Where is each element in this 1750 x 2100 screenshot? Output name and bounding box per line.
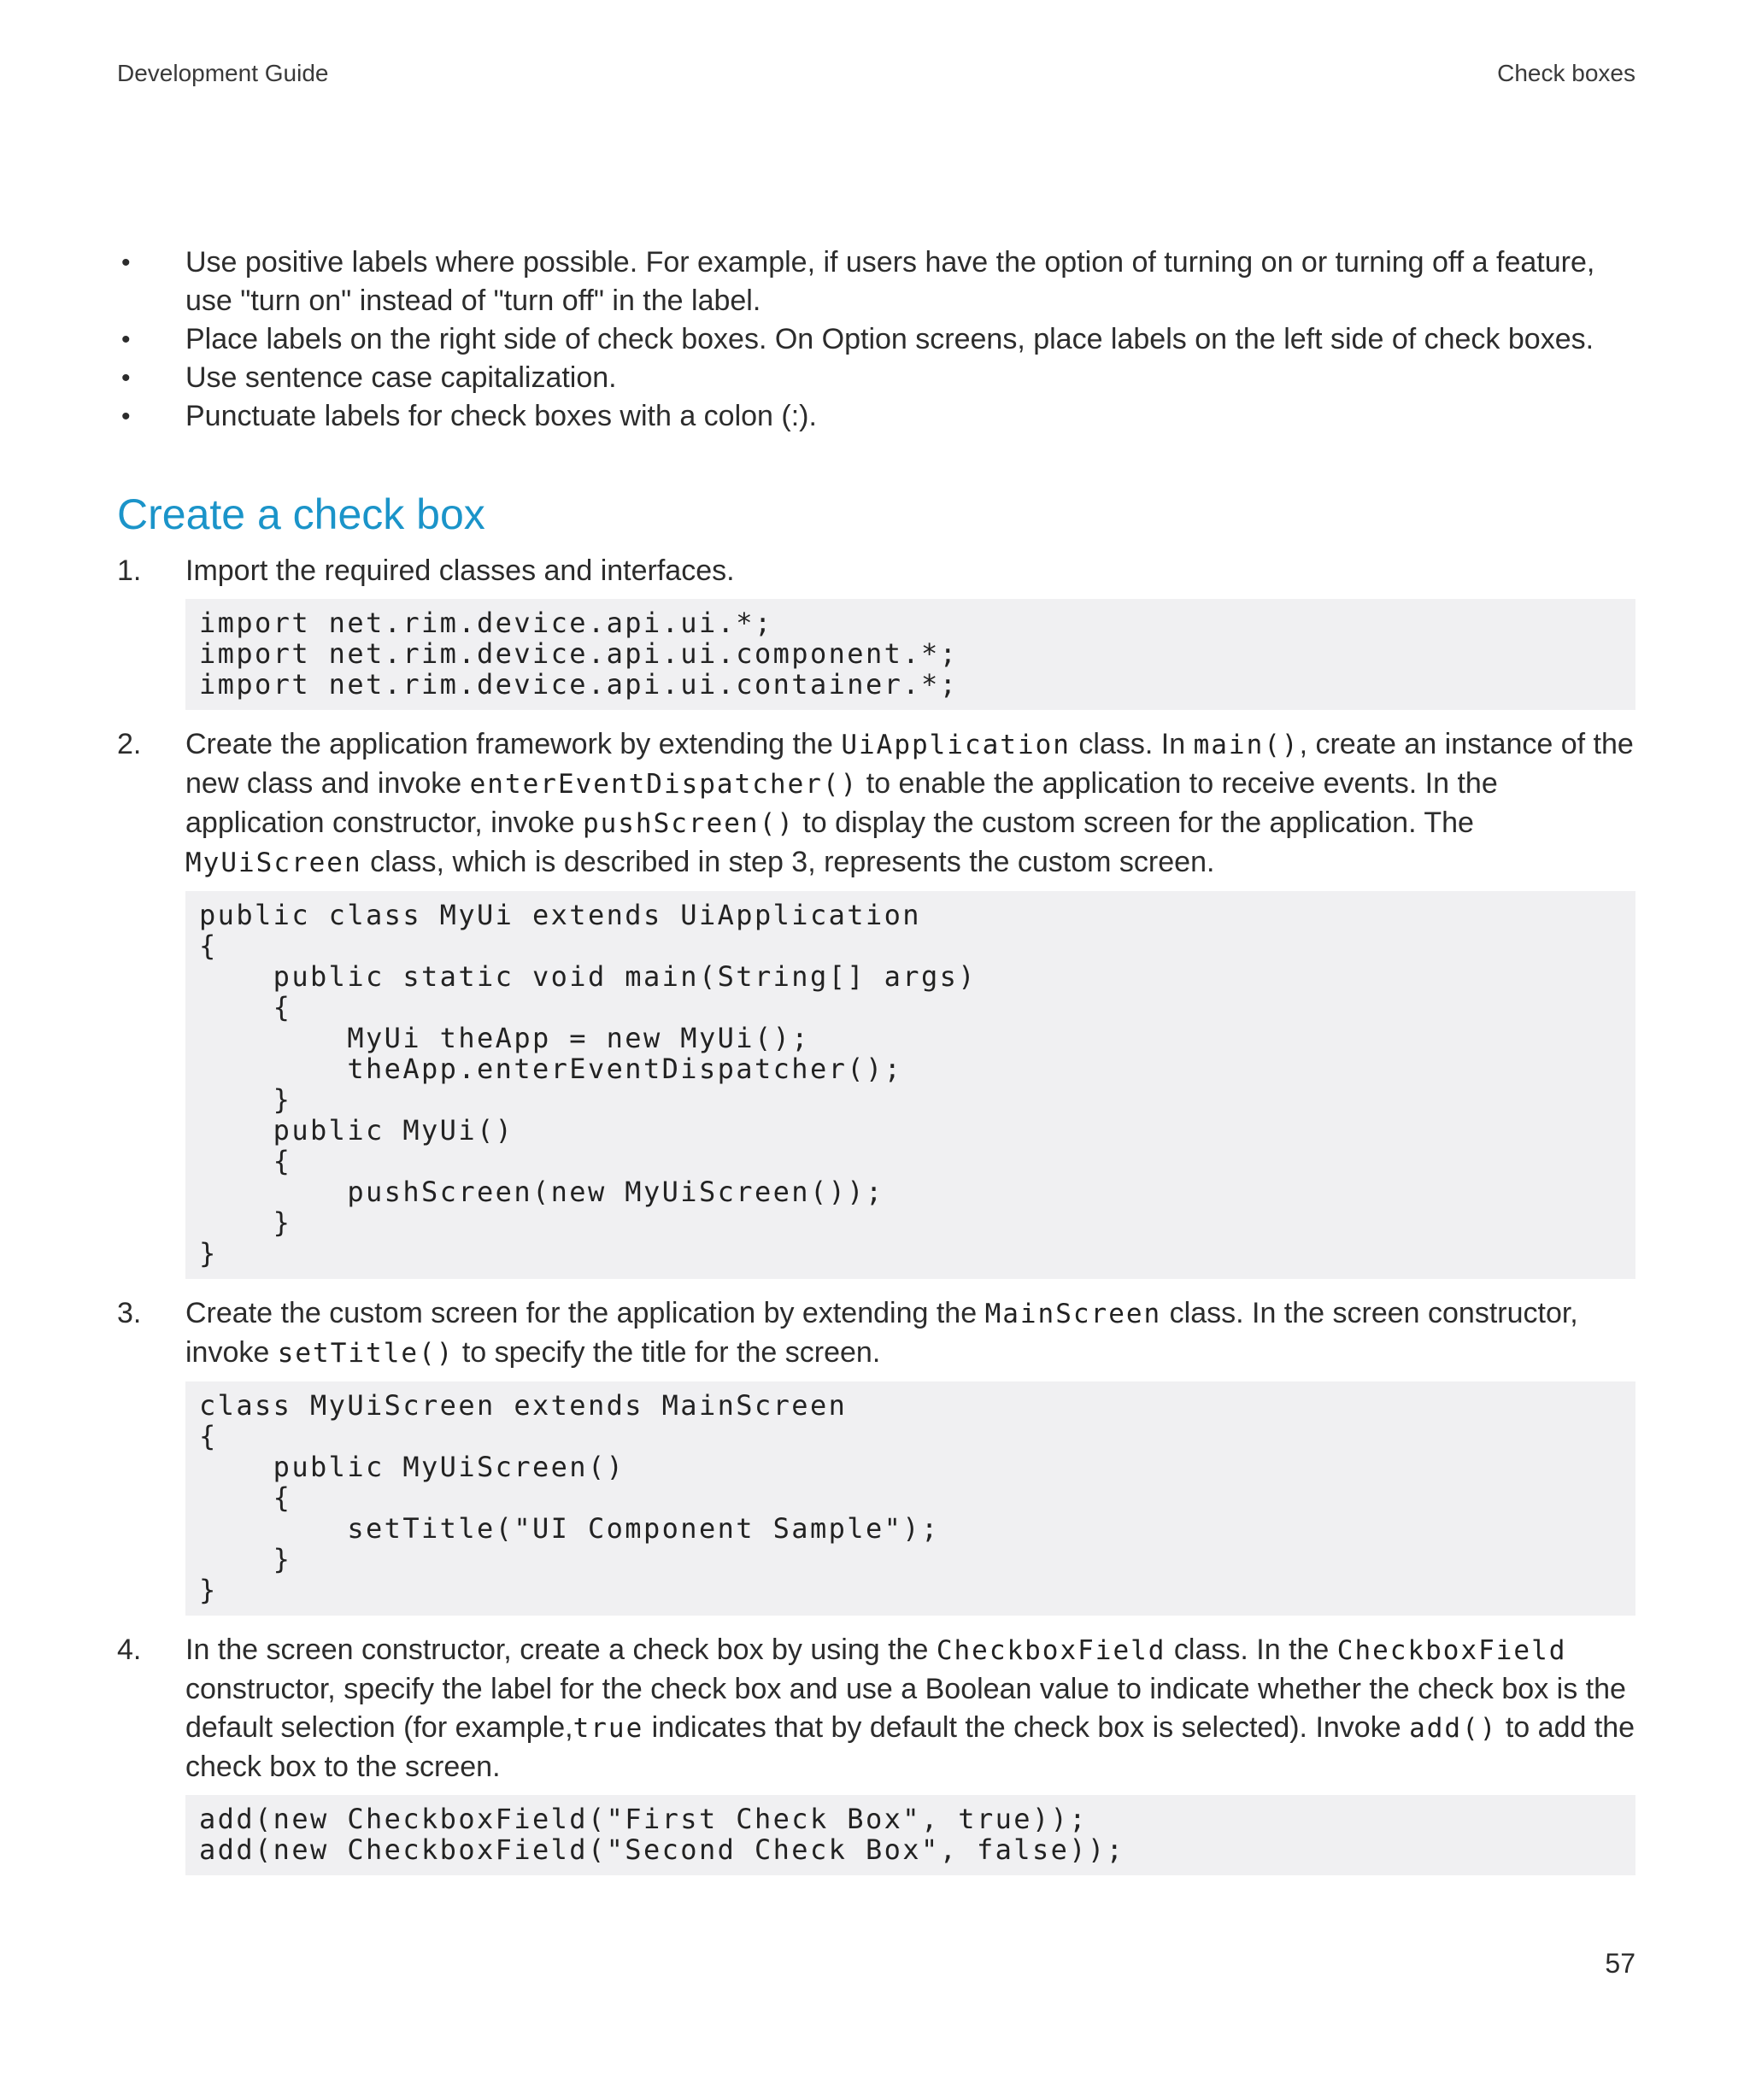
step-text — [185, 725, 1635, 883]
bullet-icon: • — [121, 364, 131, 392]
inline-code: pushScreen() — [582, 808, 795, 839]
bullet-icon: • — [121, 326, 131, 354]
step-text — [185, 552, 1635, 590]
code-block: import net.rim.device.api.ui.*; import net.rim.device.api.ui.component.*; import net.rim.device.api.ui.container.*; — [185, 599, 1635, 710]
header-doc-title: Development Guide — [117, 60, 329, 86]
step-paragraph — [117, 725, 1635, 883]
step-text — [185, 1294, 1635, 1373]
text-run: class. In — [1070, 728, 1194, 760]
step-number: 4. — [117, 1634, 142, 1666]
list-item — [117, 359, 1635, 397]
running-header — [117, 60, 1635, 87]
text-run: to enable the application to receive events. In the application constructor, invoke — [185, 767, 1498, 839]
text-run: to specify the title for the screen. — [454, 1336, 881, 1369]
inline-code: MainScreen — [984, 1299, 1162, 1329]
text-run: class. In the screen constructor, invoke — [185, 1297, 1578, 1369]
text-run: class, which is described in step 3, represents the custom screen. — [361, 846, 1215, 878]
step-number: 2. — [117, 728, 142, 760]
header-section-title: Check boxes — [1497, 60, 1635, 86]
inline-code: add() — [1409, 1713, 1498, 1744]
inline-code: setTitle() — [277, 1338, 455, 1369]
list-item-text: Use sentence case capitalization. — [185, 361, 617, 394]
step-3 — [117, 1294, 1635, 1616]
list-item — [117, 320, 1635, 359]
inline-code: CheckboxField — [936, 1635, 1166, 1666]
list-item-text: Use positive labels where possible. For example, if users have the option of turning on or turning off a feature, use "turn on" instead of "turn off" in the label. — [185, 246, 1595, 317]
step-number: 1. — [117, 554, 142, 587]
list-item-text: Place labels on the right side of check boxes. On Option screens, place labels on the left side of check boxes. — [185, 323, 1594, 355]
bullet-icon: • — [121, 402, 131, 431]
list-item-text: Punctuate labels for check boxes with a colon (:). — [185, 400, 817, 432]
inline-code: UiApplication — [841, 730, 1071, 760]
page-content — [117, 243, 1635, 1891]
text-run: class. In the — [1166, 1634, 1337, 1666]
text-run: to add the check box to the screen. — [185, 1711, 1635, 1783]
guideline-list — [117, 243, 1635, 436]
inline-code: main() — [1193, 730, 1300, 760]
list-item — [117, 397, 1635, 436]
step-1 — [117, 552, 1635, 710]
text-run: In the screen constructor, create a check box by using the — [185, 1634, 937, 1666]
inline-code: true — [573, 1713, 644, 1744]
text-run: , create an instance of the new class and invoke — [185, 728, 1634, 800]
step-text — [185, 1631, 1635, 1786]
code-block: add(new CheckboxField("First Check Box", true)); add(new CheckboxField("Second Check Box", false)); — [185, 1795, 1635, 1875]
step-paragraph — [117, 1294, 1635, 1373]
inline-code: MyUiScreen — [185, 848, 362, 878]
section-heading: Create a check box — [117, 490, 485, 538]
step-number: 3. — [117, 1297, 142, 1329]
text-run: to display the custom screen for the application. The — [794, 807, 1474, 839]
page-number: 57 — [1605, 1948, 1635, 1979]
list-item — [117, 243, 1635, 320]
step-4 — [117, 1631, 1635, 1875]
text-run: Import the required classes and interfaces. — [185, 554, 735, 587]
code-block: class MyUiScreen extends MainScreen { public MyUiScreen() { setTitle("UI Component Sample"); } } — [185, 1381, 1635, 1616]
text-run: Create the application framework by extending the — [185, 728, 842, 760]
text-run: Create the custom screen for the application by extending the — [185, 1297, 985, 1329]
code-block: public class MyUi extends UiApplication { public static void main(String[] args) { MyUi theApp = new MyUi(); theApp.enterEventDispatcher(); } public MyUi() { pushScreen(new MyUiScreen()); } } — [185, 891, 1635, 1279]
inline-code: enterEventDispatcher() — [469, 769, 859, 800]
inline-code: CheckboxField — [1336, 1635, 1567, 1666]
step-2 — [117, 725, 1635, 1279]
step-paragraph — [117, 552, 1635, 590]
text-run: constructor, specify the label for the check box and use a Boolean value to indicate whether the check box is the default selection (for example, — [185, 1673, 1626, 1744]
bullet-icon: • — [121, 249, 131, 277]
text-run: indicates that by default the check box is selected). Invoke — [643, 1711, 1410, 1744]
step-paragraph — [117, 1631, 1635, 1786]
